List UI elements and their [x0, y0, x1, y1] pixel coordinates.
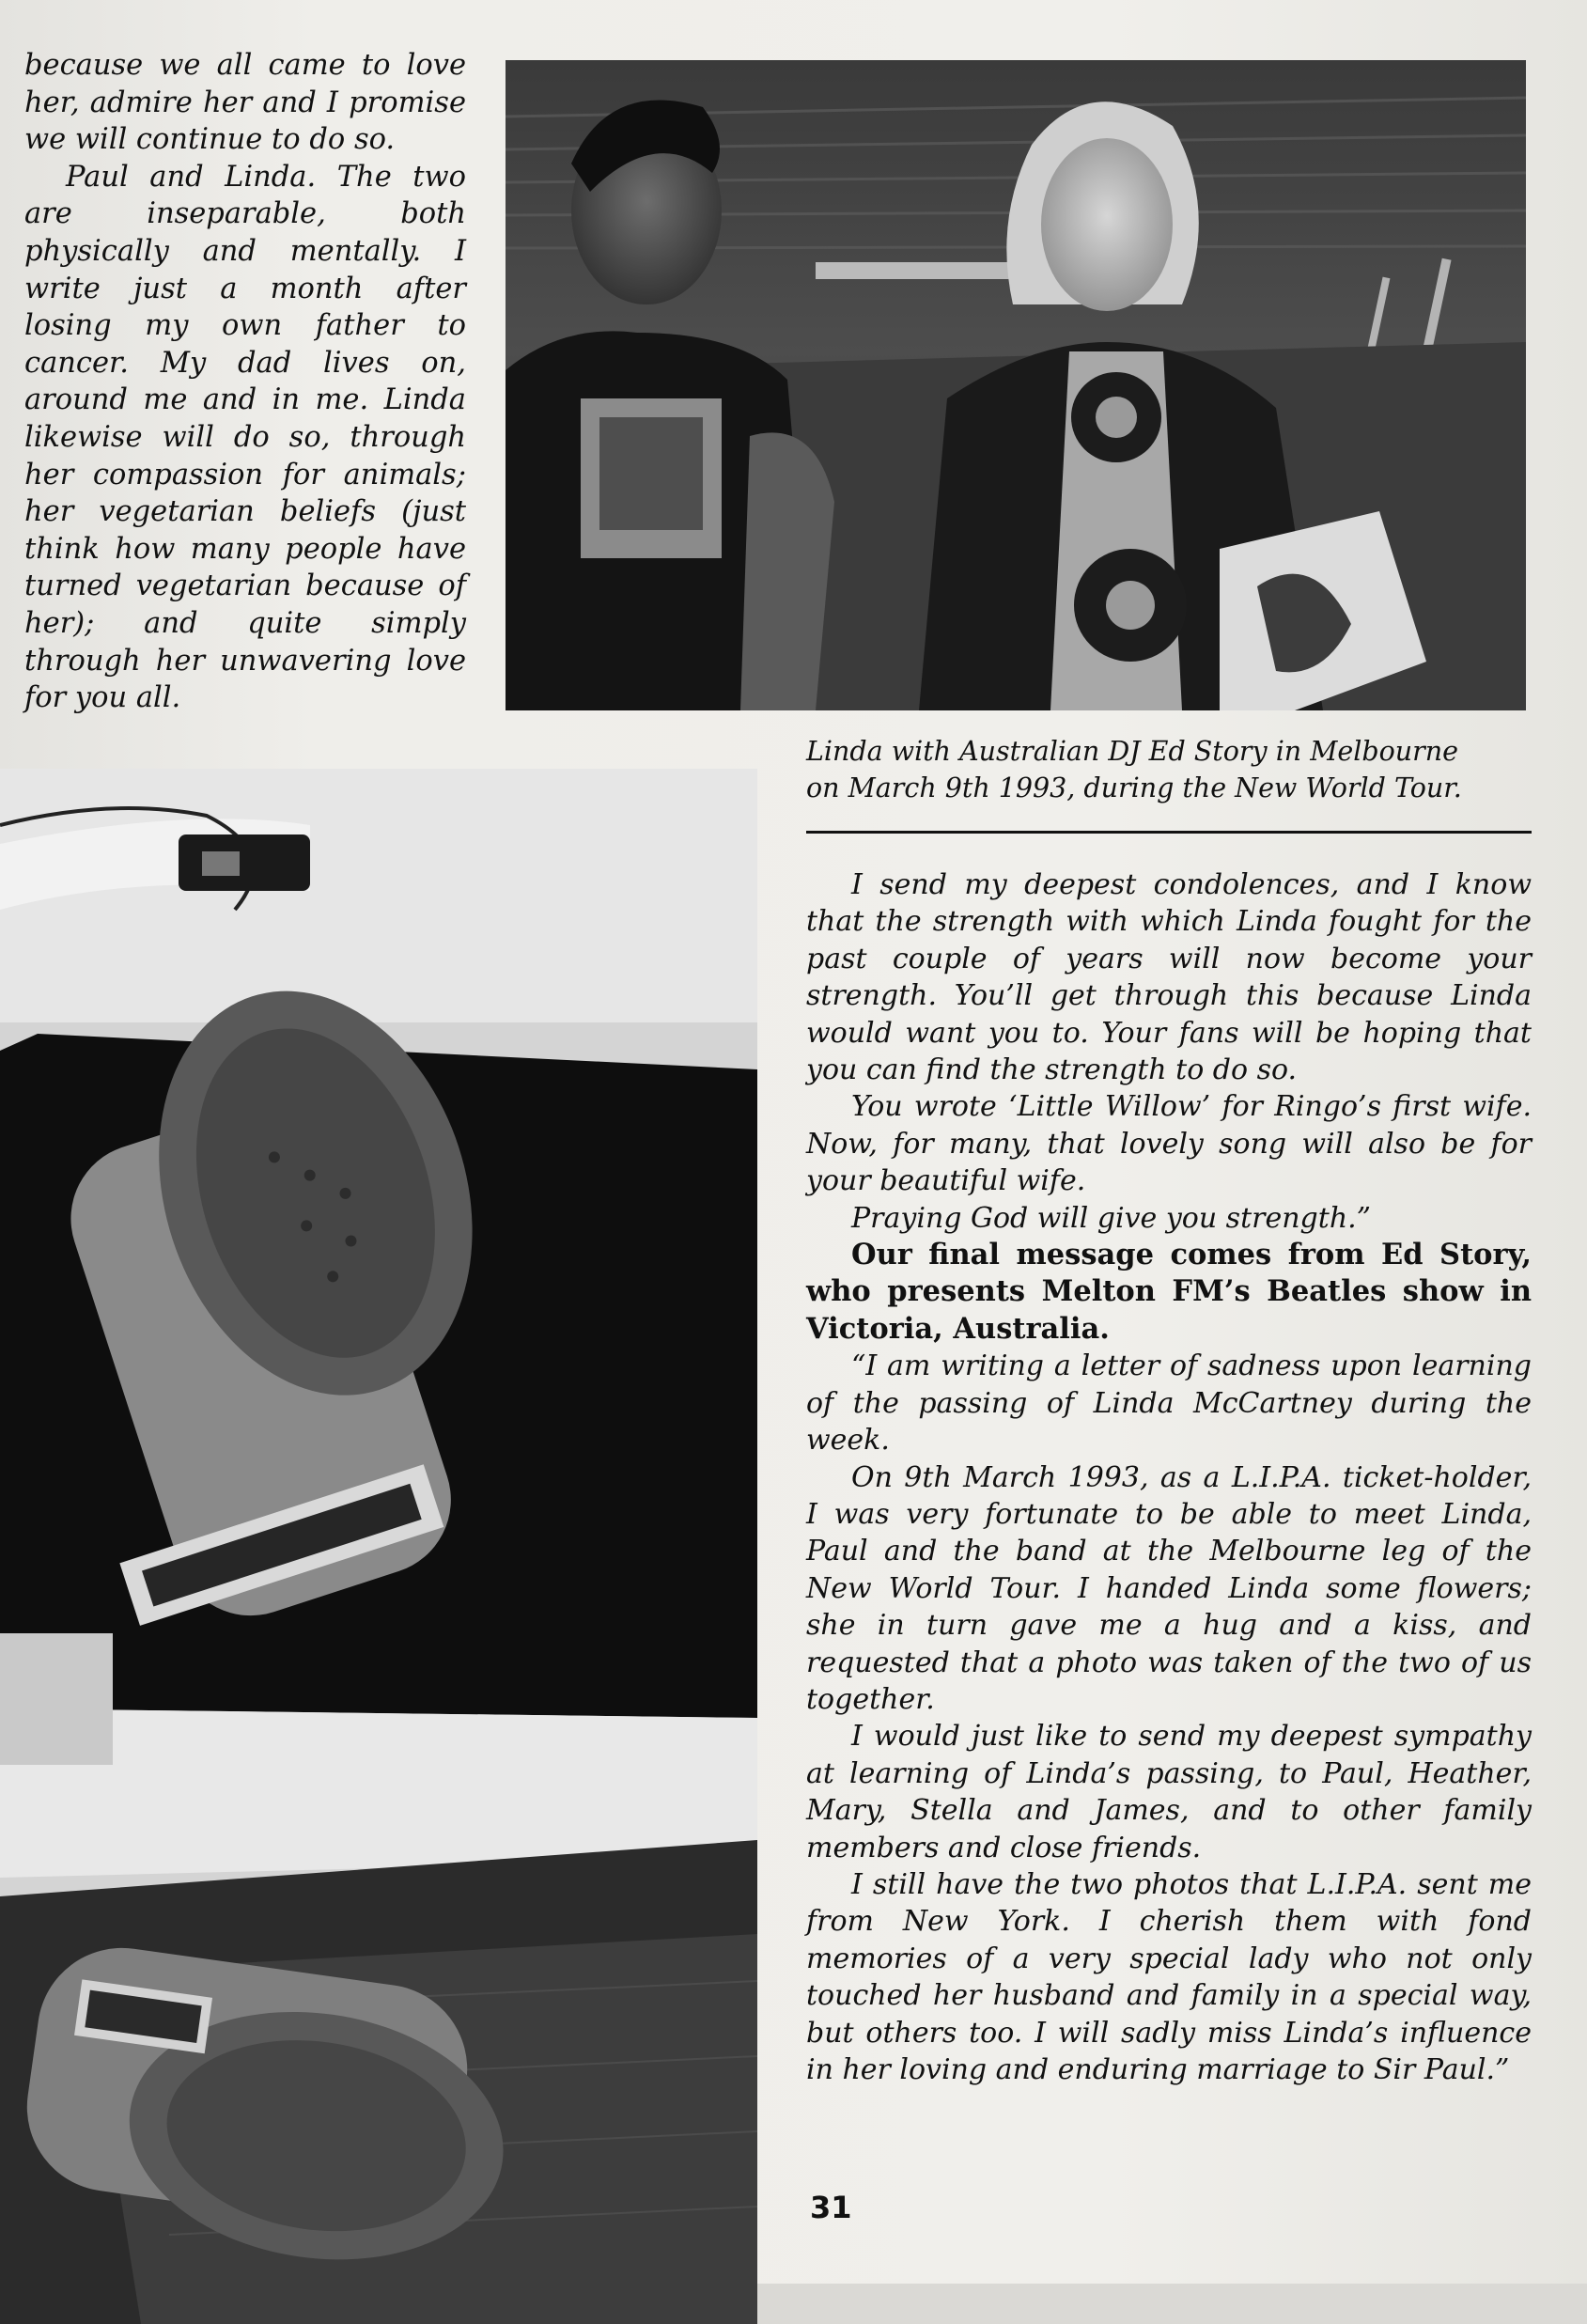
letter-paragraph-6: I would just like to send my deepest sympathy at learning of Linda’s passing, to Paul, Heather, Mary, Stella and James, and to other family members and close friends.	[806, 1720, 1532, 1864]
letter-paragraph-3: Praying God will give you strength.”	[851, 1201, 1372, 1235]
letter-paragraph-7: I still have the two photos that L.I.P.A. sent me from New York. I cherish them with fond memories of a very special lady who not only touched her husband and family in a special way, but others too. I will sadly miss Linda’s influence in her loving and enduring marriage to Sir Paul.”	[806, 1867, 1532, 2086]
caption-divider	[806, 831, 1532, 834]
section-heading: Our final message comes from Ed Story, who presents Melton FM’s Beatles show in Victoria, Australia.	[806, 1238, 1532, 1346]
letter-paragraph-5: On 9th March 1993, as a L.I.P.A. ticket-holder, I was very fortunate to be able to meet Linda, Paul and the band at the Melbourne leg of the New World Tour. I handed Linda some flowers; she in turn gave me a hug and a kiss, and requested that a photo was taken of the two of us together.	[806, 1460, 1532, 1716]
caption-line-2: on March 9th 1993, during the New World Tour.	[806, 772, 1462, 803]
left-column-text	[24, 47, 466, 717]
letter-paragraph-4: “I am writing a letter of sadness upon learning of the passing of Linda McCartney during the week.	[806, 1349, 1532, 1458]
letter-paragraph-1: I send my deepest condolences, and I know that the strength with which Linda fought for the past couple of years will now become your strength. You’ll get through this because Linda would want you to. Your fans will be hoping that you can find the strength to do so.	[806, 868, 1532, 1087]
right-column-text	[806, 866, 1532, 2088]
photo-moon-boots	[0, 769, 757, 2324]
photo-caption	[806, 733, 1530, 806]
photo-linda-and-ed-story	[506, 60, 1526, 710]
caption-line-1: Linda with Australian DJ Ed Story in Melbourne	[806, 736, 1458, 767]
left-paragraph-2: Paul and Linda. The two are inseparable, both physically and mentally. I write just a month after losing my own father to cancer. My dad lives on, around me and in me. Linda likewise will do so, through her compassion for animals; her vegetarian beliefs (just think how many people have turned vegetarian because of her); and quite simply through her unwavering love for you all.	[24, 160, 466, 715]
letter-paragraph-2: You wrote ‘Little Willow’ for Ringo’s first wife. Now, for many, that lovely song will also be for your beautiful wife.	[806, 1090, 1532, 1198]
left-paragraph-1: because we all came to love her, admire her and I promise we will continue to do so.	[24, 49, 466, 157]
page-number: 31	[810, 2190, 852, 2225]
